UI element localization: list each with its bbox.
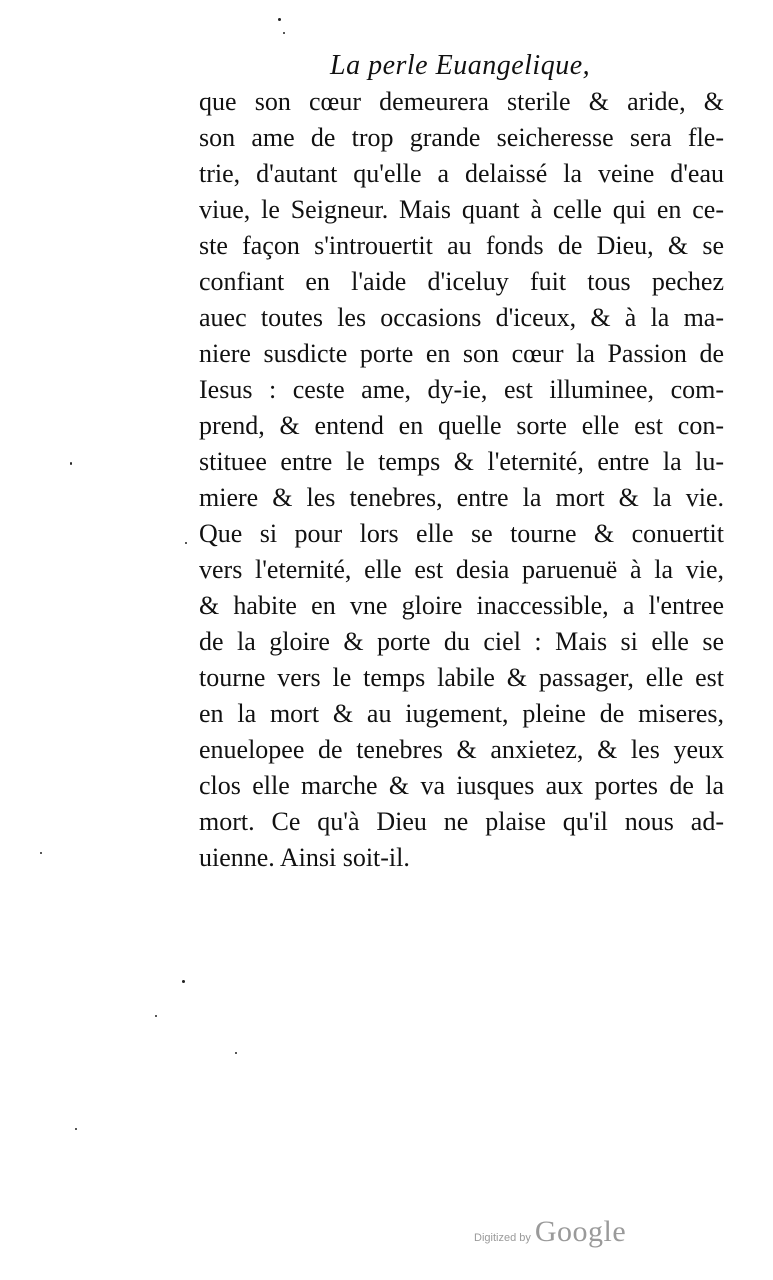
running-head: La perle Euangelique, bbox=[330, 50, 591, 81]
text-line: son ame de trop grande seicheresse sera fle- bbox=[199, 123, 724, 152]
text-line: stituee entre le temps & l'eternité, entre la lu- bbox=[199, 447, 724, 476]
text-line: mort. Ce qu'à Dieu ne plaise qu'il nous ad- bbox=[199, 807, 724, 836]
text-line: & habite en vne gloire inaccessible, a l'entree bbox=[199, 591, 724, 620]
text-line: enuelopee de tenebres & anxietez, & les yeux bbox=[199, 735, 724, 764]
scan-speck bbox=[278, 18, 281, 21]
text-line: viue, le Seigneur. Mais quant à celle qui en ce- bbox=[199, 195, 724, 224]
text-line: miere & les tenebres, entre la mort & la vie. bbox=[199, 483, 724, 512]
scan-speck bbox=[235, 1052, 237, 1054]
scan-speck bbox=[155, 1015, 157, 1017]
scan-speck bbox=[40, 852, 42, 854]
text-line: niere susdicte porte en son cœur la Passion de bbox=[199, 339, 724, 368]
text-line: vers l'eternité, elle est desia paruenuë à la vie, bbox=[199, 555, 724, 584]
text-line: uienne. Ainsi soit-il. bbox=[199, 843, 410, 872]
text-line: en la mort & au iugement, pleine de miseres, bbox=[199, 699, 724, 728]
scan-speck bbox=[75, 1128, 77, 1130]
text-line: tourne vers le temps labile & passager, elle est bbox=[199, 663, 724, 692]
text-line: que son cœur demeurera sterile & aride, & bbox=[199, 87, 724, 116]
text-line: de la gloire & porte du ciel : Mais si elle se bbox=[199, 627, 724, 656]
body-text bbox=[199, 84, 724, 876]
digitized-by-label: Digitized by bbox=[474, 1232, 531, 1244]
text-line: Que si pour lors elle se tourne & conuertit bbox=[199, 519, 724, 548]
scan-speck bbox=[182, 980, 185, 983]
scan-speck bbox=[70, 462, 72, 465]
scan-speck bbox=[185, 542, 187, 544]
text-line: Iesus : ceste ame, dy-ie, est illuminee, com- bbox=[199, 375, 724, 404]
text-line: ste façon s'introuertit au fonds de Dieu, & se bbox=[199, 231, 724, 260]
google-watermark bbox=[474, 1215, 626, 1249]
text-line: auec toutes les occasions d'iceux, & à la ma- bbox=[199, 303, 724, 332]
text-line: prend, & entend en quelle sorte elle est con- bbox=[199, 411, 724, 440]
google-logo-text: Google bbox=[534, 1215, 627, 1248]
text-line: clos elle marche & va iusques aux portes de la bbox=[199, 771, 724, 800]
text-line: trie, d'autant qu'elle a delaissé la veine d'eau bbox=[199, 159, 724, 188]
text-line: confiant en l'aide d'iceluy fuit tous pechez bbox=[199, 267, 724, 296]
scan-speck bbox=[283, 32, 285, 34]
